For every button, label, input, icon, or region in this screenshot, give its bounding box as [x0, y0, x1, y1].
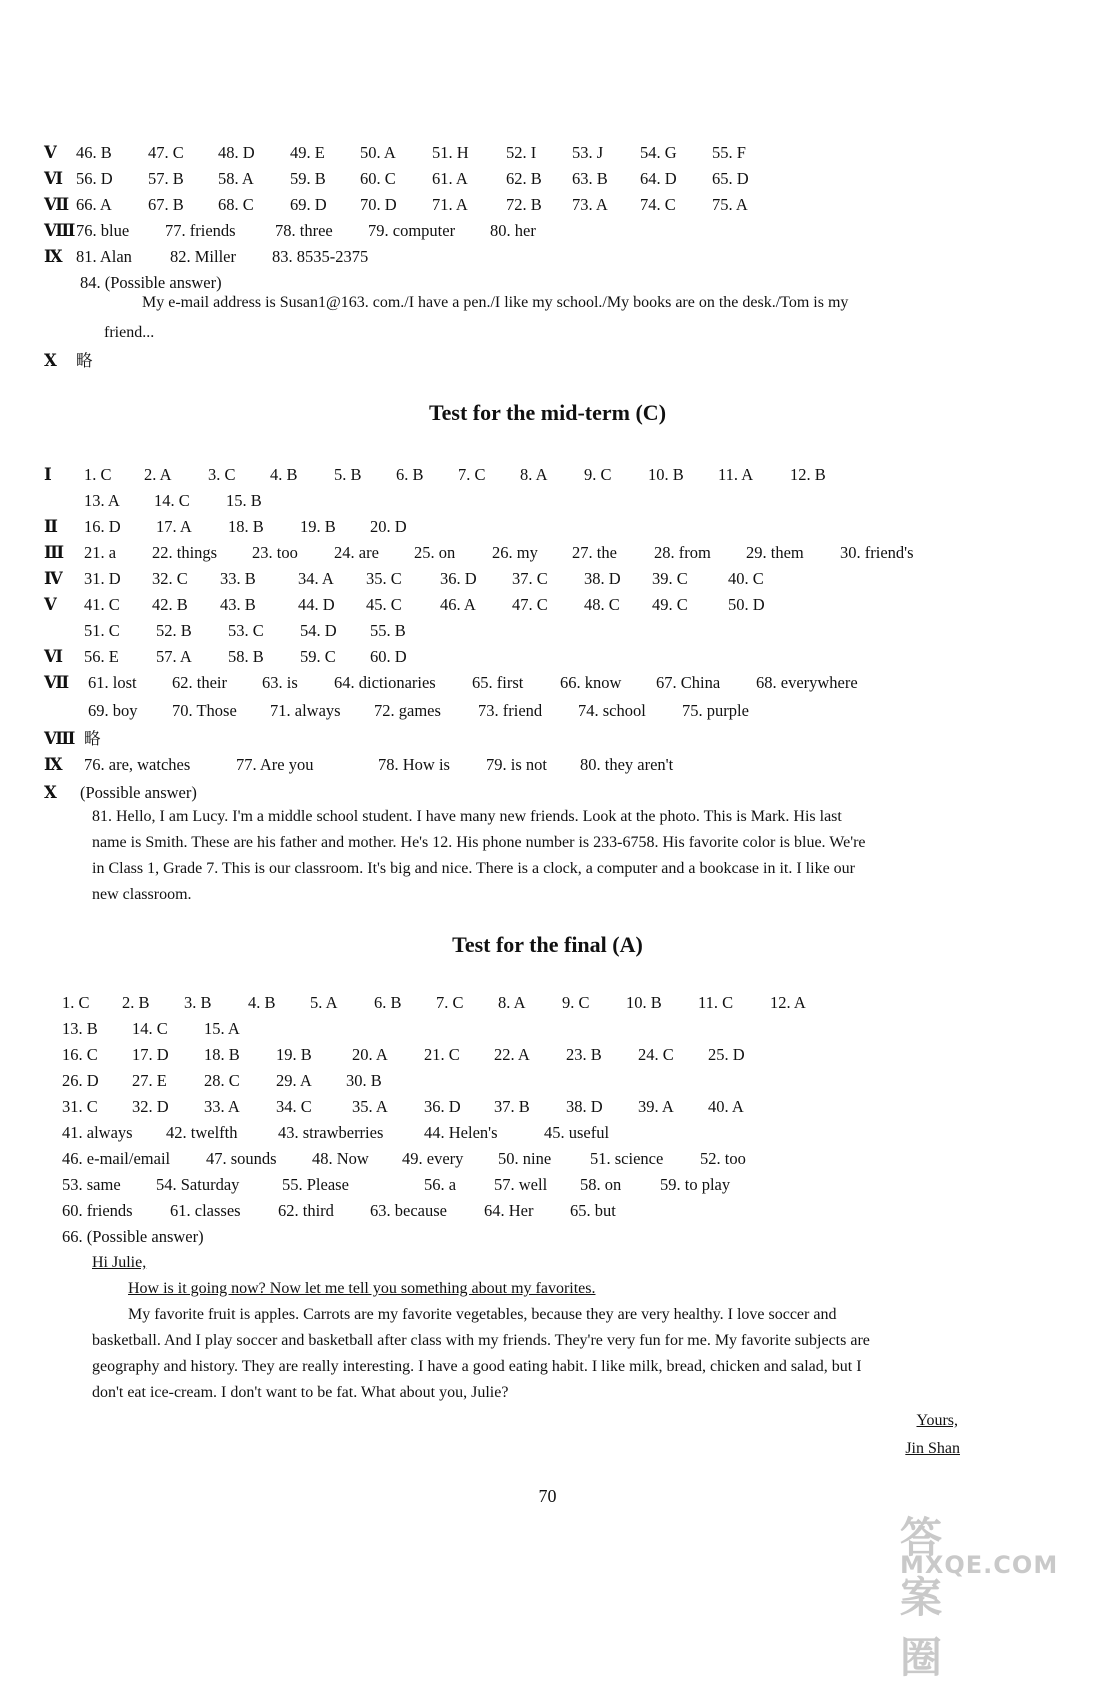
essay-line: don't eat ice-cream. I don't want to be fat. What about you, Julie?: [92, 1384, 509, 1401]
answer-item: 80. her: [490, 221, 536, 240]
section-numeral: Ⅸ: [44, 755, 63, 774]
answer-item: 84. (Possible answer): [80, 273, 222, 292]
answer-item: 2. B: [122, 993, 150, 1012]
answer-item: 54. Saturday: [156, 1175, 240, 1194]
answer-item: 39. C: [652, 569, 688, 588]
answer-item: 65. D: [712, 169, 749, 188]
answer-item: 74. school: [578, 701, 646, 720]
answer-item: 76. are, watches: [84, 755, 191, 774]
answer-item: 31. C: [62, 1097, 98, 1116]
answer-item: 75. purple: [682, 701, 749, 720]
section-numeral: Ⅵ: [44, 169, 63, 188]
answer-item: 15. B: [226, 491, 262, 510]
answer-item: 64. Her: [484, 1201, 534, 1220]
answer-item: 71. A: [432, 195, 468, 214]
answer-item: 56. D: [76, 169, 113, 188]
answer-item: 62. their: [172, 673, 227, 692]
answer-item: 48. D: [218, 143, 255, 162]
answer-item: 19. B: [300, 517, 336, 536]
answer-item: 75. A: [712, 195, 748, 214]
answer-item: 32. D: [132, 1097, 169, 1116]
answer-item: 16. D: [84, 517, 121, 536]
answer-item: 34. C: [276, 1097, 312, 1116]
answer-item: 64. D: [640, 169, 677, 188]
answer-item: 4. B: [248, 993, 276, 1012]
answer-item: 61. lost: [88, 673, 137, 692]
answer-item: 79. computer: [368, 221, 456, 240]
answer-item: 12. B: [790, 465, 826, 484]
answer-item: 73. friend: [478, 701, 543, 720]
answer-item: 43. strawberries: [278, 1123, 384, 1142]
answer-item: 69. D: [290, 195, 327, 214]
answer-item: 4. B: [270, 465, 298, 484]
section-numeral: Ⅷ: [44, 221, 76, 240]
answer-item: 61. A: [432, 169, 468, 188]
section-numeral: Ⅶ: [44, 195, 70, 214]
answer-item: 74. C: [640, 195, 676, 214]
answer-item: 25. on: [414, 543, 456, 562]
answer-item: 23. B: [566, 1045, 602, 1064]
answer-item: 52. I: [506, 143, 537, 162]
answer-item: 28. from: [654, 543, 711, 562]
answer-item: 53. C: [228, 621, 264, 640]
answer-item: 30. B: [346, 1071, 382, 1090]
answer-item: 58. on: [580, 1175, 622, 1194]
answer-item: (Possible answer): [80, 783, 197, 802]
answer-item: 45. C: [366, 595, 402, 614]
answer-item: 57. well: [494, 1175, 548, 1194]
answer-item: 38. D: [584, 569, 621, 588]
section-numeral: Ⅸ: [44, 247, 63, 266]
section-numeral: Ⅹ: [44, 783, 57, 802]
answer-item: 27. E: [132, 1071, 167, 1090]
answer-item: 46. A: [440, 595, 476, 614]
answer-item: 29. them: [746, 543, 804, 562]
answer-item: 51. C: [84, 621, 120, 640]
answer-item: 14. C: [154, 491, 190, 510]
answer-item: 60. C: [360, 169, 396, 188]
answer-item: 50. nine: [498, 1149, 552, 1168]
answer-item: 29. A: [276, 1071, 312, 1090]
answer-item: 80. they aren't: [580, 755, 674, 774]
answer-item: 2. A: [144, 465, 172, 484]
answer-item: 66. A: [76, 195, 112, 214]
answer-item: 35. A: [352, 1097, 388, 1116]
answer-item: 70. D: [360, 195, 397, 214]
answer-item: 26. my: [492, 543, 538, 562]
answer-item: 55. B: [370, 621, 406, 640]
answer-item: 66. know: [560, 673, 622, 692]
letter-greeting: Hi Julie,: [92, 1254, 147, 1271]
answer-item: 68. C: [218, 195, 254, 214]
answer-item: 66. (Possible answer): [62, 1227, 204, 1246]
answer-item: 40. C: [728, 569, 764, 588]
answer-item: 63. B: [572, 169, 608, 188]
answer-item: 17. D: [132, 1045, 169, 1064]
answer-item: 14. C: [132, 1019, 168, 1038]
answer-item: 55. F: [712, 143, 746, 162]
answer-item: 52. too: [700, 1149, 746, 1168]
essay-line: 81. Hello, I am Lucy. I'm a middle school student. I have many new friends. Look at the photo. This is Mark. His last: [92, 808, 842, 825]
answer-item: 52. B: [156, 621, 192, 640]
answer-item: 22. A: [494, 1045, 530, 1064]
answer-item: 44. Helen's: [424, 1123, 498, 1142]
answer-item: 5. A: [310, 993, 338, 1012]
answer-item: 60. D: [370, 647, 407, 666]
answer-item: 59. C: [300, 647, 336, 666]
answer-item: 54. G: [640, 143, 677, 162]
letter-signature: Jin Shan: [905, 1440, 960, 1457]
answer-item: 9. C: [562, 993, 590, 1012]
answer-item: 53. J: [572, 143, 604, 162]
section-numeral: Ⅲ: [44, 543, 65, 562]
answer-item: 42. B: [152, 595, 188, 614]
answer-item: 48. Now: [312, 1149, 369, 1168]
essay-line: name is Smith. These are his father and mother. He's 12. His phone number is 233-6758. His favorite color is blue. We're: [92, 834, 866, 851]
answer-item: 49. E: [290, 143, 325, 162]
answer-item: 59. to play: [660, 1175, 731, 1194]
answer-item: 39. A: [638, 1097, 674, 1116]
answer-item: 18. B: [204, 1045, 240, 1064]
answer-item: 69. boy: [88, 701, 138, 720]
answer-item: 45. useful: [544, 1123, 610, 1142]
essay-line: friend...: [104, 324, 155, 341]
essay-line: geography and history. They are really interesting. I have a good eating habit. I like milk, bread, chicken and salad, but I: [92, 1358, 862, 1375]
answer-item: 26. D: [62, 1071, 99, 1090]
answer-item: 77. friends: [165, 221, 236, 240]
answer-item: 47. C: [148, 143, 184, 162]
answer-item: 3. B: [184, 993, 212, 1012]
answer-item: 81. Alan: [76, 247, 132, 266]
answer-item: 67. China: [656, 673, 721, 692]
answer-item: 37. C: [512, 569, 548, 588]
answer-item: 略: [84, 729, 101, 748]
answer-item: 43. B: [220, 595, 256, 614]
answer-item: 18. B: [228, 517, 264, 536]
answer-item: 77. Are you: [236, 755, 314, 774]
answer-item: 24. are: [334, 543, 379, 562]
answer-item: 49. every: [402, 1149, 464, 1168]
essay-line: My e-mail address is Susan1@163. com./I have a pen./I like my school./My books are on the desk./Tom is my: [142, 294, 849, 311]
answer-item: 40. A: [708, 1097, 744, 1116]
answer-item: 51. H: [432, 143, 469, 162]
answer-item: 38. D: [566, 1097, 603, 1116]
section-numeral: Ⅷ: [44, 729, 76, 748]
letter-closing: Yours,: [916, 1412, 958, 1429]
answer-item: 51. science: [590, 1149, 664, 1168]
answer-item: 31. D: [84, 569, 121, 588]
answer-item: 79. is not: [486, 755, 547, 774]
answer-item: 27. the: [572, 543, 617, 562]
answer-item: 17. A: [156, 517, 192, 536]
section-numeral: Ⅳ: [44, 569, 63, 588]
answer-item: 58. A: [218, 169, 254, 188]
answer-item: 24. C: [638, 1045, 674, 1064]
answer-item: 57. B: [148, 169, 184, 188]
answer-item: 22. things: [152, 543, 218, 562]
answer-item: 9. C: [584, 465, 612, 484]
answer-item: 63. is: [262, 673, 298, 692]
answer-item: 16. C: [62, 1045, 98, 1064]
answer-item: 32. C: [152, 569, 188, 588]
answer-item: 72. games: [374, 701, 441, 720]
answer-item: 7. C: [458, 465, 486, 484]
section-numeral: Ⅴ: [44, 595, 57, 614]
answer-item: 62. B: [506, 169, 542, 188]
section-numeral: Ⅰ: [44, 465, 52, 484]
answer-item: 6. B: [374, 993, 402, 1012]
answer-item: 28. C: [204, 1071, 240, 1090]
answer-item: 21. C: [424, 1045, 460, 1064]
answer-item: 8. A: [520, 465, 548, 484]
letter-opening: How is it going now? Now let me tell you something about my favorites.: [128, 1280, 596, 1297]
answer-item: 46. B: [76, 143, 112, 162]
section-numeral: Ⅵ: [44, 647, 63, 666]
answer-item: 34. A: [298, 569, 334, 588]
section-title: Test for the final (A): [452, 932, 643, 957]
answer-item: 30. friend's: [840, 543, 914, 562]
answer-item: 49. C: [652, 595, 688, 614]
answer-item: 12. A: [770, 993, 806, 1012]
answer-item: 63. because: [370, 1201, 447, 1220]
answer-item: 13. A: [84, 491, 120, 510]
answer-item: 83. 8535-2375: [272, 247, 369, 266]
watermark-logo: 答案圈: [900, 1513, 945, 1682]
essay-line: in Class 1, Grade 7. This is our classroom. It's big and nice. There is a clock, a computer and a bookcase in it. I like our: [92, 860, 855, 877]
answer-item: 65. first: [472, 673, 524, 692]
answer-item: 1. C: [62, 993, 90, 1012]
answer-item: 37. B: [494, 1097, 530, 1116]
answer-item: 64. dictionaries: [334, 673, 436, 692]
section-numeral: Ⅹ: [44, 351, 57, 370]
answer-item: 6. B: [396, 465, 424, 484]
answer-item: 59. B: [290, 169, 326, 188]
answer-item: 13. B: [62, 1019, 98, 1038]
answer-item: 55. Please: [282, 1175, 349, 1194]
answer-item: 23. too: [252, 543, 298, 562]
answer-item: 57. A: [156, 647, 192, 666]
answer-item: 33. A: [204, 1097, 240, 1116]
answer-item: 10. B: [648, 465, 684, 484]
answer-item: 73. A: [572, 195, 608, 214]
answer-item: 60. friends: [62, 1201, 133, 1220]
answer-item: 25. D: [708, 1045, 745, 1064]
answer-item: 56. a: [424, 1175, 457, 1194]
answer-item: 11. C: [698, 993, 734, 1012]
answer-item: 72. B: [506, 195, 542, 214]
answer-item: 7. C: [436, 993, 464, 1012]
watermark-url: MXQE.COM: [900, 1551, 1059, 1579]
answer-item: 58. B: [228, 647, 264, 666]
answer-item: 略: [76, 351, 93, 370]
answer-item: 41. C: [84, 595, 120, 614]
answer-item: 50. A: [360, 143, 396, 162]
answer-item: 68. everywhere: [756, 673, 858, 692]
answer-item: 41. always: [62, 1123, 133, 1142]
answer-item: 20. D: [370, 517, 407, 536]
section-numeral: Ⅴ: [44, 143, 57, 162]
answer-item: 61. classes: [170, 1201, 241, 1220]
answer-item: 10. B: [626, 993, 662, 1012]
answer-item: 44. D: [298, 595, 335, 614]
section-numeral: Ⅱ: [44, 517, 58, 536]
answer-item: 46. e-mail/email: [62, 1149, 171, 1168]
answer-item: 8. A: [498, 993, 526, 1012]
essay-line: new classroom.: [92, 886, 192, 903]
answer-item: 36. D: [440, 569, 477, 588]
answer-item: 5. B: [334, 465, 362, 484]
answer-item: 78. How is: [378, 755, 450, 774]
answer-item: 35. C: [366, 569, 402, 588]
answer-item: 67. B: [148, 195, 184, 214]
answer-item: 21. a: [84, 543, 117, 562]
answer-item: 42. twelfth: [166, 1123, 238, 1142]
answer-item: 15. A: [204, 1019, 240, 1038]
answer-item: 82. Miller: [170, 247, 236, 266]
answer-item: 65. but: [570, 1201, 616, 1220]
answer-item: 54. D: [300, 621, 337, 640]
essay-line: My favorite fruit is apples. Carrots are my favorite vegetables, because they are very healthy. I love soccer and: [128, 1306, 837, 1323]
answer-item: 78. three: [275, 221, 333, 240]
answer-item: 70. Those: [172, 701, 237, 720]
section-title: Test for the mid-term (C): [428, 400, 667, 425]
answer-item: 53. same: [62, 1175, 121, 1194]
answer-item: 1. C: [84, 465, 112, 484]
section-numeral: Ⅶ: [44, 673, 70, 692]
answer-item: 71. always: [270, 701, 341, 720]
answer-item: 20. A: [352, 1045, 388, 1064]
answer-item: 48. C: [584, 595, 620, 614]
answer-item: 3. C: [208, 465, 236, 484]
answer-item: 47. sounds: [206, 1149, 277, 1168]
answer-item: 50. D: [728, 595, 765, 614]
answer-item: 11. A: [718, 465, 754, 484]
answer-item: 47. C: [512, 595, 548, 614]
answer-item: 56. E: [84, 647, 119, 666]
essay-line: basketball. And I play soccer and basketball after class with my friends. They're very fun for me. My favorite subjects are: [92, 1332, 870, 1349]
answer-item: 76. blue: [76, 221, 130, 240]
answer-item: 36. D: [424, 1097, 461, 1116]
answer-item: 19. B: [276, 1045, 312, 1064]
answer-item: 33. B: [220, 569, 256, 588]
answer-item: 62. third: [278, 1201, 334, 1220]
page-number: 70: [538, 1486, 557, 1506]
